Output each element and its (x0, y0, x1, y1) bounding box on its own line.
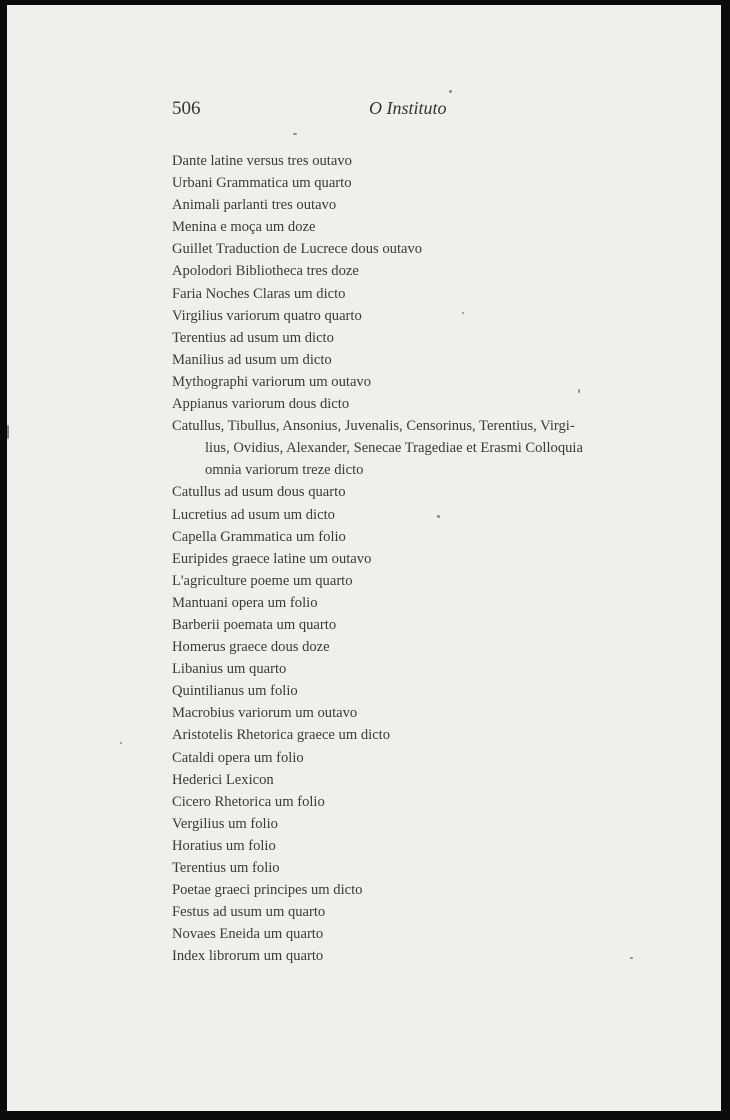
list-item: Mythographi variorum um outavo (172, 373, 372, 390)
list-item: L'agriculture poeme um quarto (172, 572, 353, 589)
list-item: Euripides graece latine um outavo (172, 550, 372, 567)
entry-line: omnia variorum treze dicto (205, 462, 364, 479)
list-item: Macrobius variorum um outavo (172, 705, 358, 722)
list-item: Index librorum um quarto (172, 948, 324, 965)
list-item: Libanius um quarto (172, 661, 287, 678)
list-item: Menina e moça um doze (172, 219, 316, 236)
list-item: Vergilius um folio (172, 815, 278, 832)
paper-speck (578, 389, 580, 393)
list-item: Capella Grammatica um folio (172, 528, 346, 545)
list-item: Urbani Grammatica um quarto (172, 175, 352, 192)
paper-speck (437, 515, 440, 518)
list-item: Dante latine versus tres outavo (172, 153, 352, 169)
paper-speck (7, 425, 9, 439)
list-item: Barberii poemata um quarto (172, 616, 337, 633)
page-header (172, 98, 472, 122)
list-item: Animali parlanti tres outavo (172, 197, 337, 214)
list-item: Cataldi opera um folio (172, 749, 304, 766)
list-item: Mantuani opera um folio (172, 594, 318, 611)
list-item: Quintilianus um folio (172, 683, 298, 700)
list-item: Horatius um folio (172, 837, 276, 854)
list-item: Apolodori Bibliotheca tres doze (172, 263, 359, 280)
paper-speck (449, 90, 452, 93)
list-item: Guillet Traduction de Lucrece dous outavo (172, 241, 423, 258)
list-item: Virgilius variorum quatro quarto (172, 307, 362, 324)
paper-speck (630, 957, 633, 959)
list-item: Appianus variorum dous dicto (172, 396, 350, 413)
list-item-multiline (172, 415, 672, 481)
paper-speck (462, 312, 464, 314)
list-item: Faria Noches Claras um dicto (172, 285, 346, 302)
paper-speck (120, 742, 122, 744)
list-item: Novaes Eneida um quarto (172, 926, 324, 943)
list-item: Lucretius ad usum um dicto (172, 506, 335, 523)
list-item: Homerus graece dous doze (172, 639, 330, 656)
list-item: Cicero Rhetorica um folio (172, 793, 325, 810)
page-sheet (7, 5, 721, 1111)
list-item: Catullus ad usum dous quarto (172, 484, 346, 501)
list-item: Aristotelis Rhetorica graece um dicto (172, 727, 391, 744)
list-item: Hederici Lexicon (172, 771, 274, 788)
entry-line: Catullus, Tibullus, Ansonius, Juvenalis, Censorinus, Terentius, Virgi- (172, 418, 575, 435)
list-item: Terentius um folio (172, 860, 280, 876)
running-title: O Instituto (369, 98, 447, 118)
page-number: 506 (172, 98, 201, 119)
list-item: Manilius ad usum um dicto (172, 351, 332, 368)
list-item: Festus ad usum um quarto (172, 904, 326, 921)
entry-line: lius, Ovidius, Alexander, Senecae Tragediae et Erasmi Colloquia (205, 440, 583, 457)
list-item: Poetae graeci principes um dicto (172, 882, 363, 899)
book-list (172, 150, 672, 967)
list-item: Terentius ad usum um dicto (172, 329, 334, 346)
paper-speck (293, 133, 297, 135)
